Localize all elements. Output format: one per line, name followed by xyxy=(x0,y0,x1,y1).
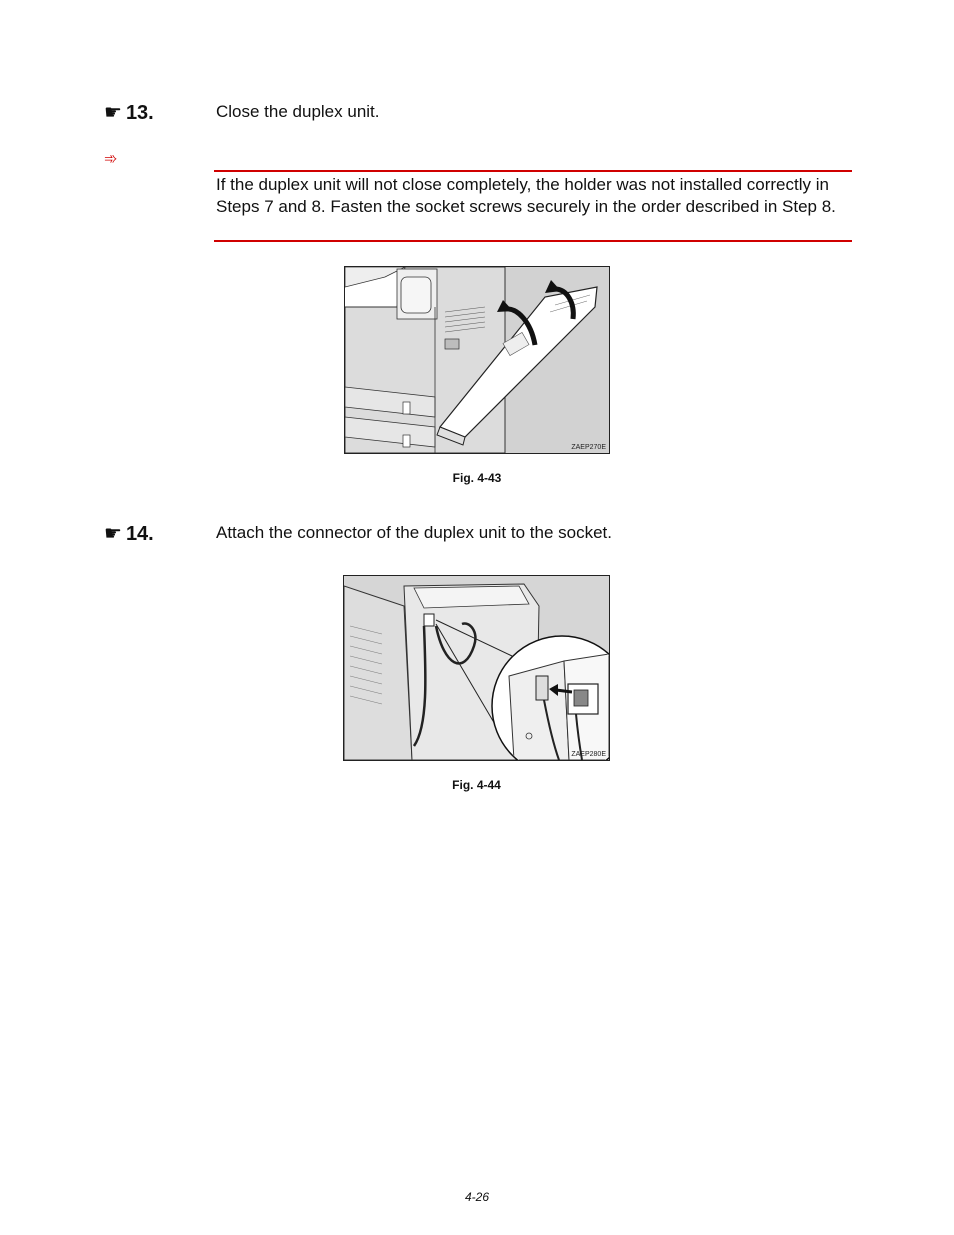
step-14-number: 14. xyxy=(125,523,154,545)
duplex-unit-closing-drawing xyxy=(345,267,609,453)
figure-4-44-caption: Fig. 4-44 xyxy=(452,778,501,792)
step-13-marker xyxy=(104,100,154,125)
figure-4-44-code: ZAEP280E xyxy=(571,751,606,758)
step-14-text: Attach the connector of the duplex unit to the socket. xyxy=(216,523,612,542)
note-bottom-rule xyxy=(214,240,852,242)
step-14-marker xyxy=(104,521,154,546)
connector-attachment-drawing xyxy=(344,576,609,760)
figure-4-43-caption: Fig. 4-43 xyxy=(452,471,502,485)
step-13-text: Close the duplex unit. xyxy=(216,102,380,121)
figure-4-43-illustration xyxy=(344,266,610,454)
figure-4-43-code: ZAEP270E xyxy=(571,444,606,451)
note-text: If the duplex unit will not close completely, the holder was not installed correctly in Steps 7 and 8. Fasten the socket screws securely in the order described in Step 8. xyxy=(216,175,836,216)
note-pointer-icon: ➾ xyxy=(104,151,118,168)
pointing-hand-icon: ☛ xyxy=(104,102,122,124)
step-13-number: 13. xyxy=(125,102,154,124)
page-number: 4-26 xyxy=(464,1190,490,1204)
note-top-rule xyxy=(214,170,852,172)
pointing-hand-icon: ☛ xyxy=(104,523,122,545)
figure-4-44-illustration xyxy=(343,575,610,761)
